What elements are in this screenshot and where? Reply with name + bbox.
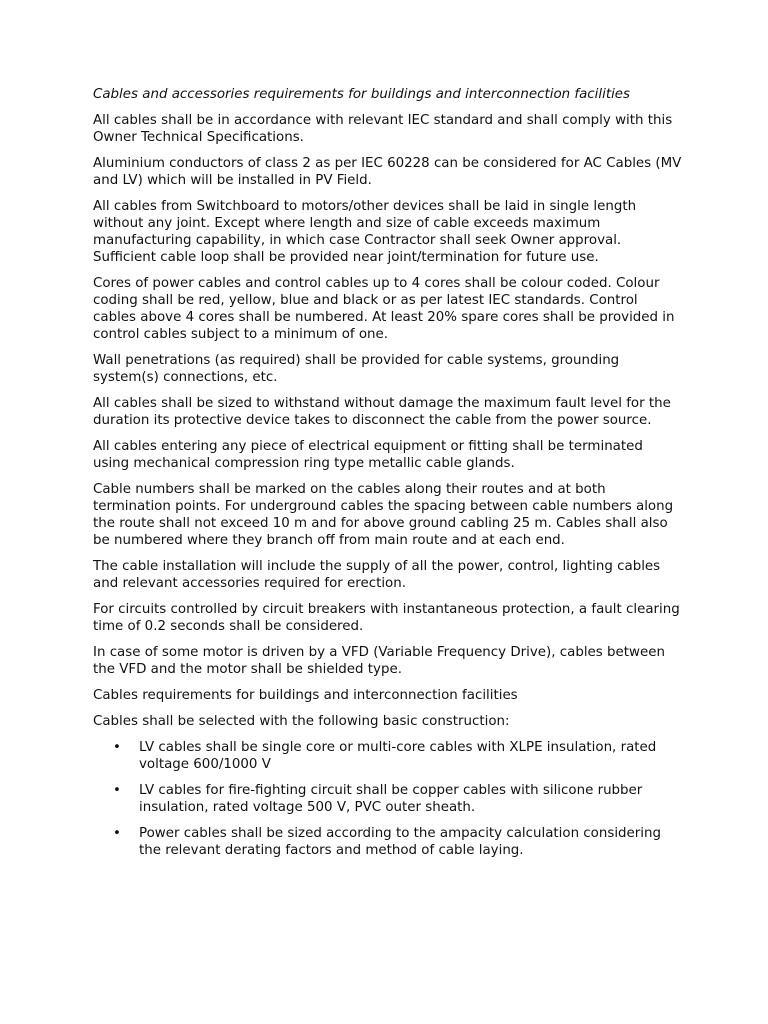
list-item (93, 739, 683, 773)
paragraph-vfd-shielded: In case of some motor is driven by a VFD (Variable Frequency Drive), cables between the VFD and the motor shall be shielded type. (93, 645, 665, 677)
paragraph-subheading-requirements: Cables requirements for buildings and interconnection facilities (93, 688, 518, 703)
section-heading: Cables and accessories requirements for buildings and interconnection facilities (93, 87, 631, 102)
paragraph-colour-coding: Cores of power cables and control cables up to 4 cores shall be colour coded. Colour coding shall be red, yellow, blue and black or as per latest IEC standards. Control cables above 4 cores shall be numbered. At least 20% spare cores shall be provided in control cables subject to a minimum of one. (93, 276, 675, 342)
paragraph-basic-construction: Cables shall be selected with the following basic construction: (93, 714, 510, 729)
paragraph-iec-compliance: All cables shall be in accordance with relevant IEC standard and shall comply with this Owner Technical Specifications. (93, 113, 673, 145)
bullet-text: LV cables for fire-fighting circuit shall be copper cables with silicone rubber insulation, rated voltage 500 V, PVC outer sheath. (139, 783, 643, 815)
paragraph-fault-level: All cables shall be sized to withstand without damage the maximum fault level for the duration its protective device takes to disconnect the cable from the power source. (93, 396, 671, 428)
paragraph-cable-glands: All cables entering any piece of electrical equipment or fitting shall be terminated using mechanical compression ring type metallic cable glands. (93, 439, 643, 471)
construction-bullet-list (93, 739, 683, 859)
paragraph-aluminium-conductors: Aluminium conductors of class 2 as per IEC 60228 can be considered for AC Cables (MV and LV) which will be installed in PV Field. (93, 156, 682, 188)
document-page (93, 86, 683, 868)
list-item (93, 782, 683, 816)
paragraph-cable-numbers: Cable numbers shall be marked on the cables along their routes and at both termination points. For underground cables the spacing between cable numbers along the route shall not exceed 10 m and for above ground cabling 25 m. Cables shall also be numbered where they branch off from main route and at each end. (93, 482, 674, 548)
paragraph-fault-clearing-time: For circuits controlled by circuit breakers with instantaneous protection, a fault clearing time of 0.2 seconds shall be considered. (93, 602, 680, 634)
bullet-icon: • (113, 783, 121, 798)
bullet-icon: • (113, 826, 121, 841)
list-item (93, 825, 683, 859)
bullet-text: Power cables shall be sized according to the ampacity calculation considering the relevant derating factors and method of cable laying. (139, 826, 661, 858)
bullet-text: LV cables shall be single core or multi-core cables with XLPE insulation, rated voltage 600/1000 V (139, 740, 657, 772)
paragraph-wall-penetrations: Wall penetrations (as required) shall be provided for cable systems, grounding system(s) connections, etc. (93, 353, 620, 385)
bullet-icon: • (113, 740, 121, 755)
paragraph-single-length: All cables from Switchboard to motors/other devices shall be laid in single length without any joint. Except where length and size of cable exceeds maximum manufacturing capability, in which case Contractor shall seek Owner approval. Sufficient cable loop shall be provided near joint/termination for future use. (93, 199, 637, 265)
paragraph-installation-supply: The cable installation will include the supply of all the power, control, lighting cables and relevant accessories required for erection. (93, 559, 661, 591)
